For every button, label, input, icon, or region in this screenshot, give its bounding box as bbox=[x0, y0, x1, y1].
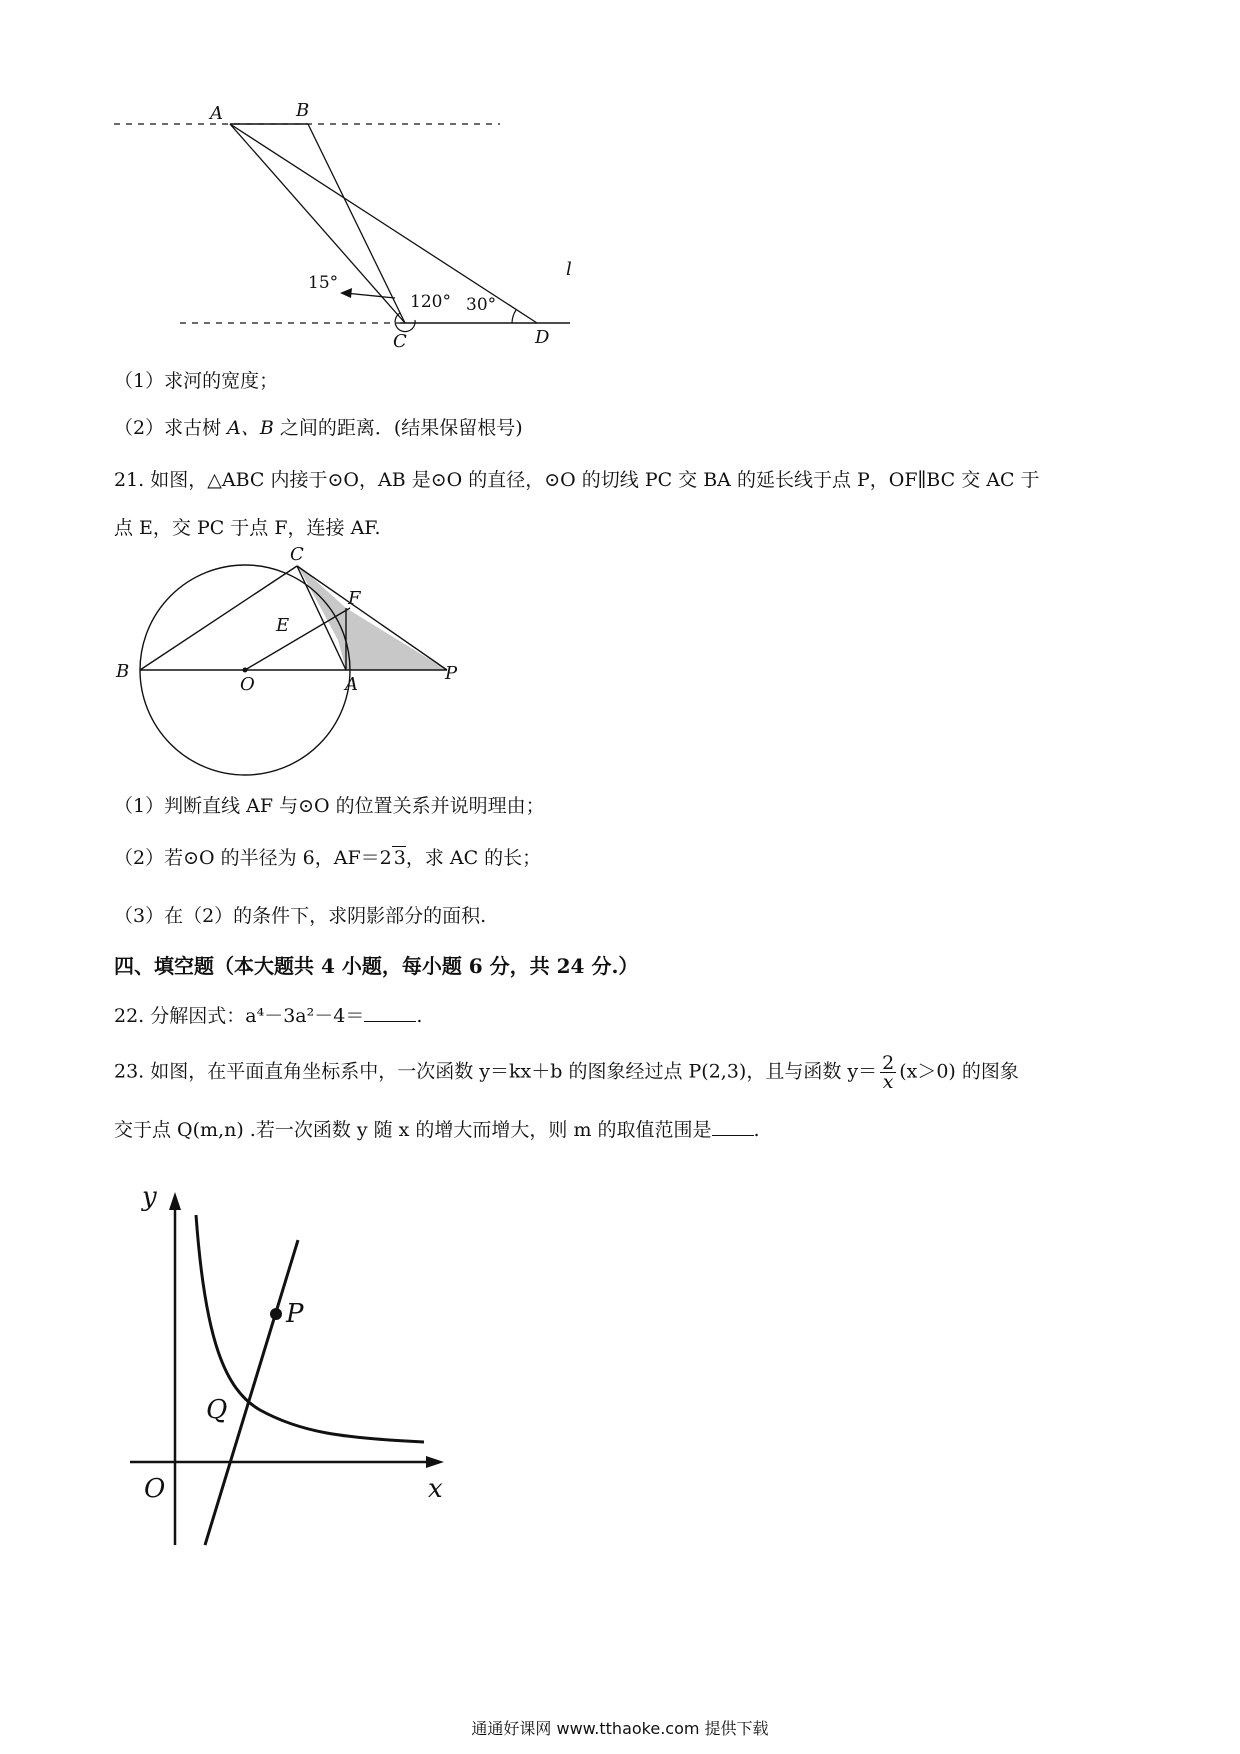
q23-line2-end: . bbox=[753, 1119, 760, 1141]
q22-expression: 22. 分解因式：a⁴－3a²－4＝ bbox=[114, 1005, 365, 1027]
label-angle-15: 15° bbox=[308, 273, 339, 293]
label-angle-120: 120° bbox=[410, 292, 451, 312]
q20-part2-ab: A、B bbox=[227, 417, 274, 439]
q23-fraction-num: 2 bbox=[882, 1052, 895, 1074]
label-a: A bbox=[345, 674, 358, 695]
q23-line2-pre: 交于点 Q(m,n) .若一次函数 y 随 x 的增大而增大，则 m 的取值范围是 bbox=[114, 1119, 712, 1141]
q21-part2-sqrt: 3 bbox=[393, 847, 406, 869]
q21-line1: 21. 如图，△ABC 内接于⊙O，AB 是⊙O 的直径，⊙O 的切线 PC 交 BA 的延长线于点 P，OF∥BC 交 AC 于 bbox=[114, 469, 1040, 491]
label-e: E bbox=[276, 615, 290, 636]
label-a: A bbox=[210, 103, 223, 124]
point-p bbox=[270, 1308, 282, 1320]
label-y: y bbox=[142, 1182, 157, 1212]
q20-part2-post: 之间的距离．(结果保留根号) bbox=[273, 417, 523, 439]
hyperbola-curve bbox=[196, 1215, 424, 1442]
q23-fraction-den: x bbox=[882, 1071, 894, 1093]
q21-part1: （1）判断直线 AF 与⊙O 的位置关系并说明理由； bbox=[114, 795, 545, 817]
label-angle-30: 30° bbox=[466, 295, 497, 315]
q21-line2: 点 E，交 PC 于点 F，连接 AF. bbox=[114, 517, 381, 539]
section4-title: 四、填空题（本大题共 4 小题，每小题 6 分，共 24 分.） bbox=[114, 954, 639, 978]
label-f: F bbox=[348, 588, 361, 609]
label-p: P bbox=[445, 663, 458, 684]
label-l: l bbox=[566, 259, 572, 280]
q21-part2-post: ，求 AC 的长； bbox=[405, 847, 542, 869]
q20-part1: （1）求河的宽度； bbox=[114, 370, 279, 392]
y-axis-arrow-icon bbox=[169, 1192, 181, 1210]
q22-end: . bbox=[416, 1005, 423, 1027]
q23-line1-post: (x＞0) 的图象 bbox=[899, 1060, 1019, 1083]
x-axis-arrow-icon bbox=[426, 1456, 444, 1468]
page-footer: 通通好课网 www.tthaoke.com 提供下载 bbox=[471, 1719, 769, 1738]
label-q: Q bbox=[206, 1395, 228, 1425]
label-o: O bbox=[240, 674, 255, 695]
q21-part2-pre: （2）若⊙O 的半径为 6，AF＝2 bbox=[114, 847, 392, 869]
label-d: D bbox=[535, 327, 550, 348]
label-b: B bbox=[116, 661, 130, 682]
q23-line1-pre: 23. 如图，在平面直角坐标系中，一次函数 y＝kx＋b 的图象经过点 P(2,3)，且与函数 y＝ bbox=[114, 1060, 878, 1083]
label-c: C bbox=[393, 331, 407, 352]
label-b: B bbox=[296, 100, 310, 121]
linear-function-line bbox=[205, 1240, 298, 1545]
label-origin-o: O bbox=[144, 1474, 166, 1504]
label-c: C bbox=[290, 544, 304, 565]
q20-part2-pre: （2）求古树 bbox=[114, 417, 228, 439]
label-p: P bbox=[286, 1299, 304, 1329]
label-x: x bbox=[428, 1474, 443, 1504]
q21-part3: （3）在（2）的条件下，求阴影部分的面积. bbox=[114, 905, 487, 927]
